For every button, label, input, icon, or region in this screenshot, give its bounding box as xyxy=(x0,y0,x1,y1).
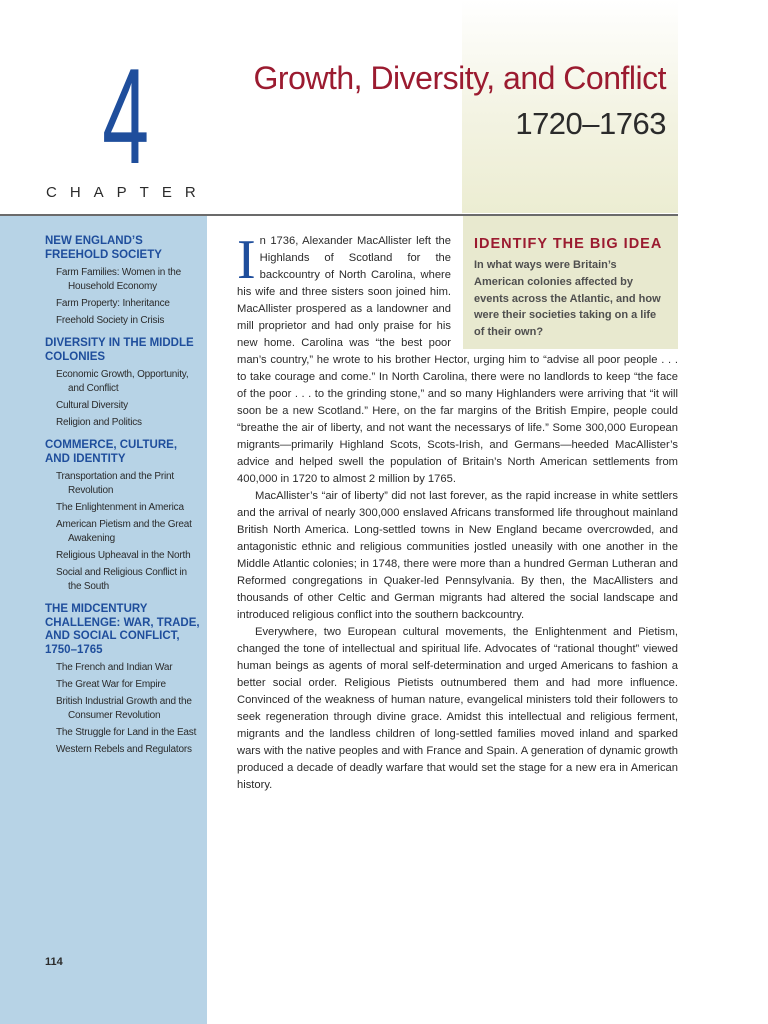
intro-paragraph: MacAllister’s “air of liberty” did not last forever, as the rapid increase in white settlers and the arrival of nearly 300,000 enslaved Africans transformed life throughout mainland British North America. Long-settled towns in New England became overcrowded, and antagonistic ethnic and religious communities jostled uneasily with one another in the Middle Atlantic colonies; in 1748, there were more than a hundred German Lutheran and Reformed congregations in Quaker-led Pennsylvania. By then, the MacAllisters and thousands of other Celtic and German migrants had altered the social landscape and introduced religious conflict into the southern backcountry. xyxy=(237,490,678,621)
big-idea-question: In what ways were Britain’s American colonies affected by events across the Atlantic, and how were their societies taking on a life of their own? xyxy=(474,259,661,339)
page-number: 114 xyxy=(45,956,63,968)
big-idea-heading: IDENTIFY THE BIG IDEA xyxy=(474,236,663,252)
drop-cap: I xyxy=(237,229,256,291)
chapter-number: 4 xyxy=(102,40,150,192)
chapter-years: 1720–1763 xyxy=(515,106,666,141)
chapter-outline-sidebar xyxy=(0,216,207,1024)
chapter-intro-text xyxy=(237,229,678,794)
outline-section-title: NEW ENGLAND’S FREEHOLD SOCIETY xyxy=(45,235,162,261)
intro-paragraph: Everywhere, two European cultural movements, the Enlightenment and Pietism, changed the tone of intellectual and spiritual life. Advocates of “rational thought” viewed human beings as agents of moral self-determination and urged Americans to fashion a better social order. Religious Pietists outnumbered them and had more influence. Convinced of the weakness of human nature, evangelical ministers told their followers to seek regeneration through divine grace. Amidst this intellectual and religious ferment, migrants and the landless children of long-settled families moved inland and sparked wars with the native peoples and with France and Spain. A generation of dynamic growth produced a decade of deadly warfare that would set the stage for a new era in American history. xyxy=(237,626,678,791)
outline-item: Cultural Diversity xyxy=(56,400,128,411)
outline-item: Social and Religious Conflict in the South xyxy=(56,567,187,592)
outline-item: Economic Growth, Opportunity, and Conflict xyxy=(56,369,189,394)
outline-item: The Great War for Empire xyxy=(56,679,166,690)
outline-item: British Industrial Growth and the Consumer Revolution xyxy=(56,696,192,721)
outline-section-title: COMMERCE, CULTURE, AND IDENTITY xyxy=(45,439,178,465)
outline-item: Western Rebels and Regulators xyxy=(56,744,192,755)
outline-section-title: DIVERSITY IN THE MIDDLE COLONIES xyxy=(45,337,194,363)
chapter-title: Growth, Diversity, and Conflict xyxy=(253,60,666,96)
outline-item: The Enlightenment in America xyxy=(56,502,184,513)
outline-item: Religious Upheaval in the North xyxy=(56,550,191,561)
outline-item: The Struggle for Land in the East xyxy=(56,727,197,738)
outline-section xyxy=(45,603,200,757)
outline-item: Freehold Society in Crisis xyxy=(56,315,165,326)
outline-item: Transportation and the Print Revolution xyxy=(56,471,174,496)
paragraph-text: n 1736, Alexander MacAllister left the Highlands of Scotland for the backcountry of North Carolina, where his wife and three sisters soon joined him. MacAllister prospered as a landowner and mill proprietor and had only praise for his new home. Carolina was “the best poor man’s country,” he wrote to his brother Hector, urging him to “advise all poor people . . . to take courage and come.” In North Carolina, there were no landlords to keep “the face of the poor . . . to the grinding stone,” and so many Highlanders were arriving that “it will soon be a new Scotland.” Here, on the far margins of the British Empire, people could “breathe the air of liberty, and not want the necessarys of life.” Some 300,000 European migrants—primarily Highland Scots, Scots-Irish, and Germans—heeded MacAllister’s advice and helped swell the population of Britain’s North American settlements from 400,000 in 1720 to almost 2 million by 1765. xyxy=(237,235,678,485)
chapter-outline xyxy=(45,235,200,760)
outline-item: American Pietism and the Great Awakening xyxy=(56,519,192,544)
outline-section xyxy=(45,337,200,430)
outline-section xyxy=(45,235,200,328)
outline-item: The French and Indian War xyxy=(56,662,173,673)
outline-section xyxy=(45,439,200,594)
outline-item: Farm Property: Inheritance xyxy=(56,298,170,309)
outline-item: Religion and Politics xyxy=(56,417,142,428)
chapter-label: CHAPTER xyxy=(46,184,209,201)
outline-section-title: THE MIDCENTURY CHALLENGE: WAR, TRADE, AND SOCIAL CONFLICT, 1750–1765 xyxy=(45,603,200,656)
outline-item: Farm Families: Women in the Household Economy xyxy=(56,267,182,292)
